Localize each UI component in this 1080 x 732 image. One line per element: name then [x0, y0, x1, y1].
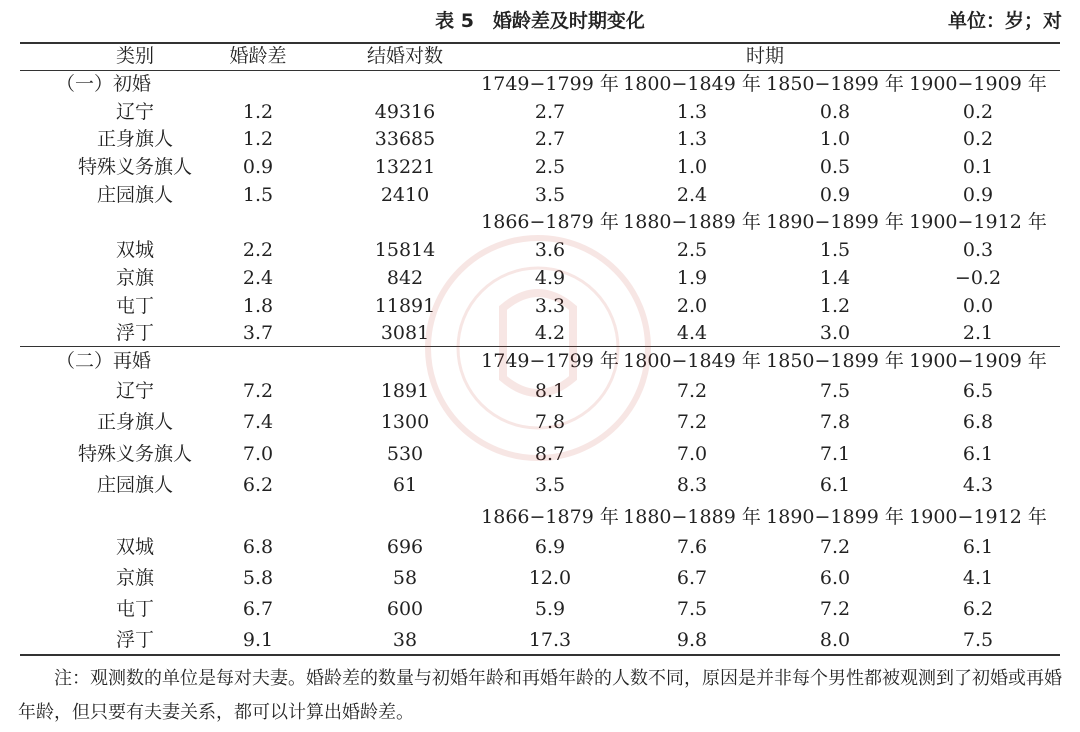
age-diff-cell: 9.1: [242, 629, 274, 651]
period-label: 1749−1799 年: [481, 73, 619, 95]
period-row: [0, 503, 1080, 531]
period-value-cell: 3.0: [819, 322, 851, 344]
period-value-cell: 1.5: [819, 239, 851, 261]
pairs-cell: 530: [386, 443, 424, 465]
age-diff-cell: 3.7: [242, 322, 274, 344]
period-value-cell: 4.1: [962, 567, 994, 589]
period-value-cell: −0.2: [954, 267, 1002, 289]
pairs-cell: 58: [392, 567, 418, 589]
period-value-cell: 3.3: [534, 295, 566, 317]
period-label: 1800−1849 年: [623, 350, 761, 372]
period-value-cell: 6.1: [962, 536, 994, 558]
period-value-cell: 7.5: [819, 380, 851, 402]
table-row: [0, 98, 1080, 126]
period-label: 1880−1889 年: [623, 211, 761, 233]
period-value-cell: 7.5: [676, 598, 708, 620]
period-value-cell: 12.0: [528, 567, 572, 589]
period-value-cell: 1.3: [676, 128, 708, 150]
period-value-cell: 9.8: [676, 629, 708, 651]
bottom-rule: [20, 654, 1060, 656]
table-row: [0, 564, 1080, 592]
row-name: 屯丁: [115, 295, 154, 317]
section-label: （二）再婚: [56, 350, 152, 372]
age-diff-cell: 6.7: [242, 598, 274, 620]
pairs-cell: 49316: [374, 101, 436, 123]
period-value-cell: 0.2: [962, 101, 994, 123]
age-diff-cell: 1.8: [242, 295, 274, 317]
period-value-cell: 8.1: [534, 380, 566, 402]
period-value-cell: 3.5: [534, 474, 566, 496]
period-value-cell: 8.3: [676, 474, 708, 496]
row-name: 浮丁: [115, 629, 154, 651]
period-value-cell: 2.7: [534, 128, 566, 150]
period-value-cell: 1.9: [676, 267, 708, 289]
period-value-cell: 2.4: [676, 184, 708, 206]
period-value-cell: 3.6: [534, 239, 566, 261]
period-value-cell: 7.1: [819, 443, 851, 465]
period-label: 1800−1849 年: [623, 73, 761, 95]
period-label: 1890−1899 年: [766, 506, 904, 528]
table-row: [0, 125, 1080, 153]
period-label: 1880−1889 年: [623, 506, 761, 528]
period-value-cell: 6.0: [819, 567, 851, 589]
pairs-cell: 13221: [374, 156, 436, 178]
period-value-cell: 0.9: [819, 184, 851, 206]
pairs-cell: 1891: [380, 380, 430, 402]
header-category: 类别: [115, 45, 154, 67]
unit-label: 单位：岁；对: [947, 10, 1062, 32]
table-title: 表 5 婚龄差及时期变化: [435, 10, 645, 32]
period-label: 1850−1899 年: [766, 350, 904, 372]
period-value-cell: 4.3: [962, 474, 994, 496]
pairs-cell: 61: [392, 474, 418, 496]
period-value-cell: 6.7: [676, 567, 708, 589]
section-label: （一）初婚: [56, 73, 152, 95]
period-value-cell: 0.2: [962, 128, 994, 150]
age-diff-cell: 7.4: [242, 411, 274, 433]
table-note: 注：观测数的单位是每对夫妻。婚龄差的数量与初婚年龄和再婚年龄的人数不同，原因是并非每个男性都被观测到了初婚或再婚年龄，但只要有夫妻关系，都可以计算出婚龄差。: [18, 668, 1062, 723]
pairs-cell: 3081: [380, 322, 430, 344]
period-label: 1850−1899 年: [766, 73, 904, 95]
row-name: 正身旗人: [96, 411, 173, 433]
period-value-cell: 2.5: [534, 156, 566, 178]
period-value-cell: 6.8: [962, 411, 994, 433]
pairs-cell: 1300: [380, 411, 430, 433]
age-diff-cell: 2.2: [242, 239, 274, 261]
period-value-cell: 2.1: [962, 322, 994, 344]
age-diff-cell: 1.2: [242, 128, 274, 150]
period-label: 1866−1879 年: [481, 211, 619, 233]
period-value-cell: 8.7: [534, 443, 566, 465]
pairs-cell: 33685: [374, 128, 436, 150]
row-name: 屯丁: [115, 598, 154, 620]
period-value-cell: 6.5: [962, 380, 994, 402]
age-diff-cell: 0.9: [242, 156, 274, 178]
period-value-cell: 7.0: [676, 443, 708, 465]
period-value-cell: 7.6: [676, 536, 708, 558]
pairs-cell: 38: [392, 629, 418, 651]
row-name: 辽宁: [115, 380, 154, 402]
header-age-diff: 婚龄差: [229, 45, 287, 67]
period-value-cell: 6.2: [962, 598, 994, 620]
period-value-cell: 7.2: [819, 536, 851, 558]
age-diff-cell: 7.2: [242, 380, 274, 402]
table-row: [0, 471, 1080, 499]
period-value-cell: 4.4: [676, 322, 708, 344]
period-value-cell: 7.5: [962, 629, 994, 651]
row-name: 正身旗人: [96, 128, 173, 150]
period-value-cell: 5.9: [534, 598, 566, 620]
period-value-cell: 0.8: [819, 101, 851, 123]
age-diff-cell: 1.5: [242, 184, 274, 206]
row-name: 特殊义务旗人: [77, 156, 192, 178]
period-value-cell: 7.2: [676, 380, 708, 402]
period-label: 1890−1899 年: [766, 211, 904, 233]
age-diff-cell: 6.8: [242, 536, 274, 558]
period-label: 1900−1912 年: [909, 211, 1047, 233]
row-name: 庄园旗人: [96, 474, 173, 496]
period-value-cell: 7.2: [676, 411, 708, 433]
age-diff-cell: 6.2: [242, 474, 274, 496]
period-value-cell: 7.8: [534, 411, 566, 433]
row-name: 双城: [115, 239, 154, 261]
table-row: [0, 181, 1080, 209]
pairs-cell: 842: [386, 267, 424, 289]
row-name: 特殊义务旗人: [77, 443, 192, 465]
period-value-cell: 7.8: [819, 411, 851, 433]
row-name: 辽宁: [115, 101, 154, 123]
row-name: 浮丁: [115, 322, 154, 344]
period-value-cell: 0.0: [962, 295, 994, 317]
period-value-cell: 0.1: [962, 156, 994, 178]
header-row: [0, 42, 1080, 70]
table-row: [0, 626, 1080, 654]
period-value-cell: 1.2: [819, 295, 851, 317]
table-row: [0, 595, 1080, 623]
row-name: 双城: [115, 536, 154, 558]
period-value-cell: 7.2: [819, 598, 851, 620]
period-label: 1900−1909 年: [909, 350, 1047, 372]
period-value-cell: 8.0: [819, 629, 851, 651]
period-value-cell: 6.1: [962, 443, 994, 465]
period-value-cell: 1.3: [676, 101, 708, 123]
pairs-cell: 600: [386, 598, 424, 620]
period-value-cell: 0.5: [819, 156, 851, 178]
age-diff-cell: 7.0: [242, 443, 274, 465]
period-value-cell: 6.1: [819, 474, 851, 496]
pairs-cell: 2410: [380, 184, 430, 206]
table-row: [0, 153, 1080, 181]
row-name: 庄园旗人: [96, 184, 173, 206]
pairs-cell: 696: [386, 536, 424, 558]
period-value-cell: 4.2: [534, 322, 566, 344]
period-value-cell: 17.3: [528, 629, 572, 651]
period-value-cell: 0.3: [962, 239, 994, 261]
age-diff-cell: 2.4: [242, 267, 274, 289]
period-value-cell: 0.9: [962, 184, 994, 206]
period-label: 1900−1909 年: [909, 73, 1047, 95]
row-name: 京旗: [115, 567, 154, 589]
age-diff-cell: 1.2: [242, 101, 274, 123]
pairs-cell: 15814: [374, 239, 436, 261]
period-value-cell: 1.0: [676, 156, 708, 178]
period-value-cell: 2.5: [676, 239, 708, 261]
period-label: 1866−1879 年: [481, 506, 619, 528]
period-value-cell: 2.7: [534, 101, 566, 123]
period-value-cell: 3.5: [534, 184, 566, 206]
period-label: 1749−1799 年: [481, 350, 619, 372]
header-period: 时期: [745, 45, 784, 67]
watermark-seal: [418, 228, 658, 468]
row-name: 京旗: [115, 267, 154, 289]
period-row: [0, 70, 1080, 98]
period-label: 1900−1912 年: [909, 506, 1047, 528]
table-row: [0, 533, 1080, 561]
period-value-cell: 1.4: [819, 267, 851, 289]
age-diff-cell: 5.8: [242, 567, 274, 589]
period-value-cell: 1.0: [819, 128, 851, 150]
period-value-cell: 6.9: [534, 536, 566, 558]
pairs-cell: 11891: [374, 295, 436, 317]
period-value-cell: 4.9: [534, 267, 566, 289]
header-pairs: 结婚对数: [366, 45, 443, 67]
period-value-cell: 2.0: [676, 295, 708, 317]
